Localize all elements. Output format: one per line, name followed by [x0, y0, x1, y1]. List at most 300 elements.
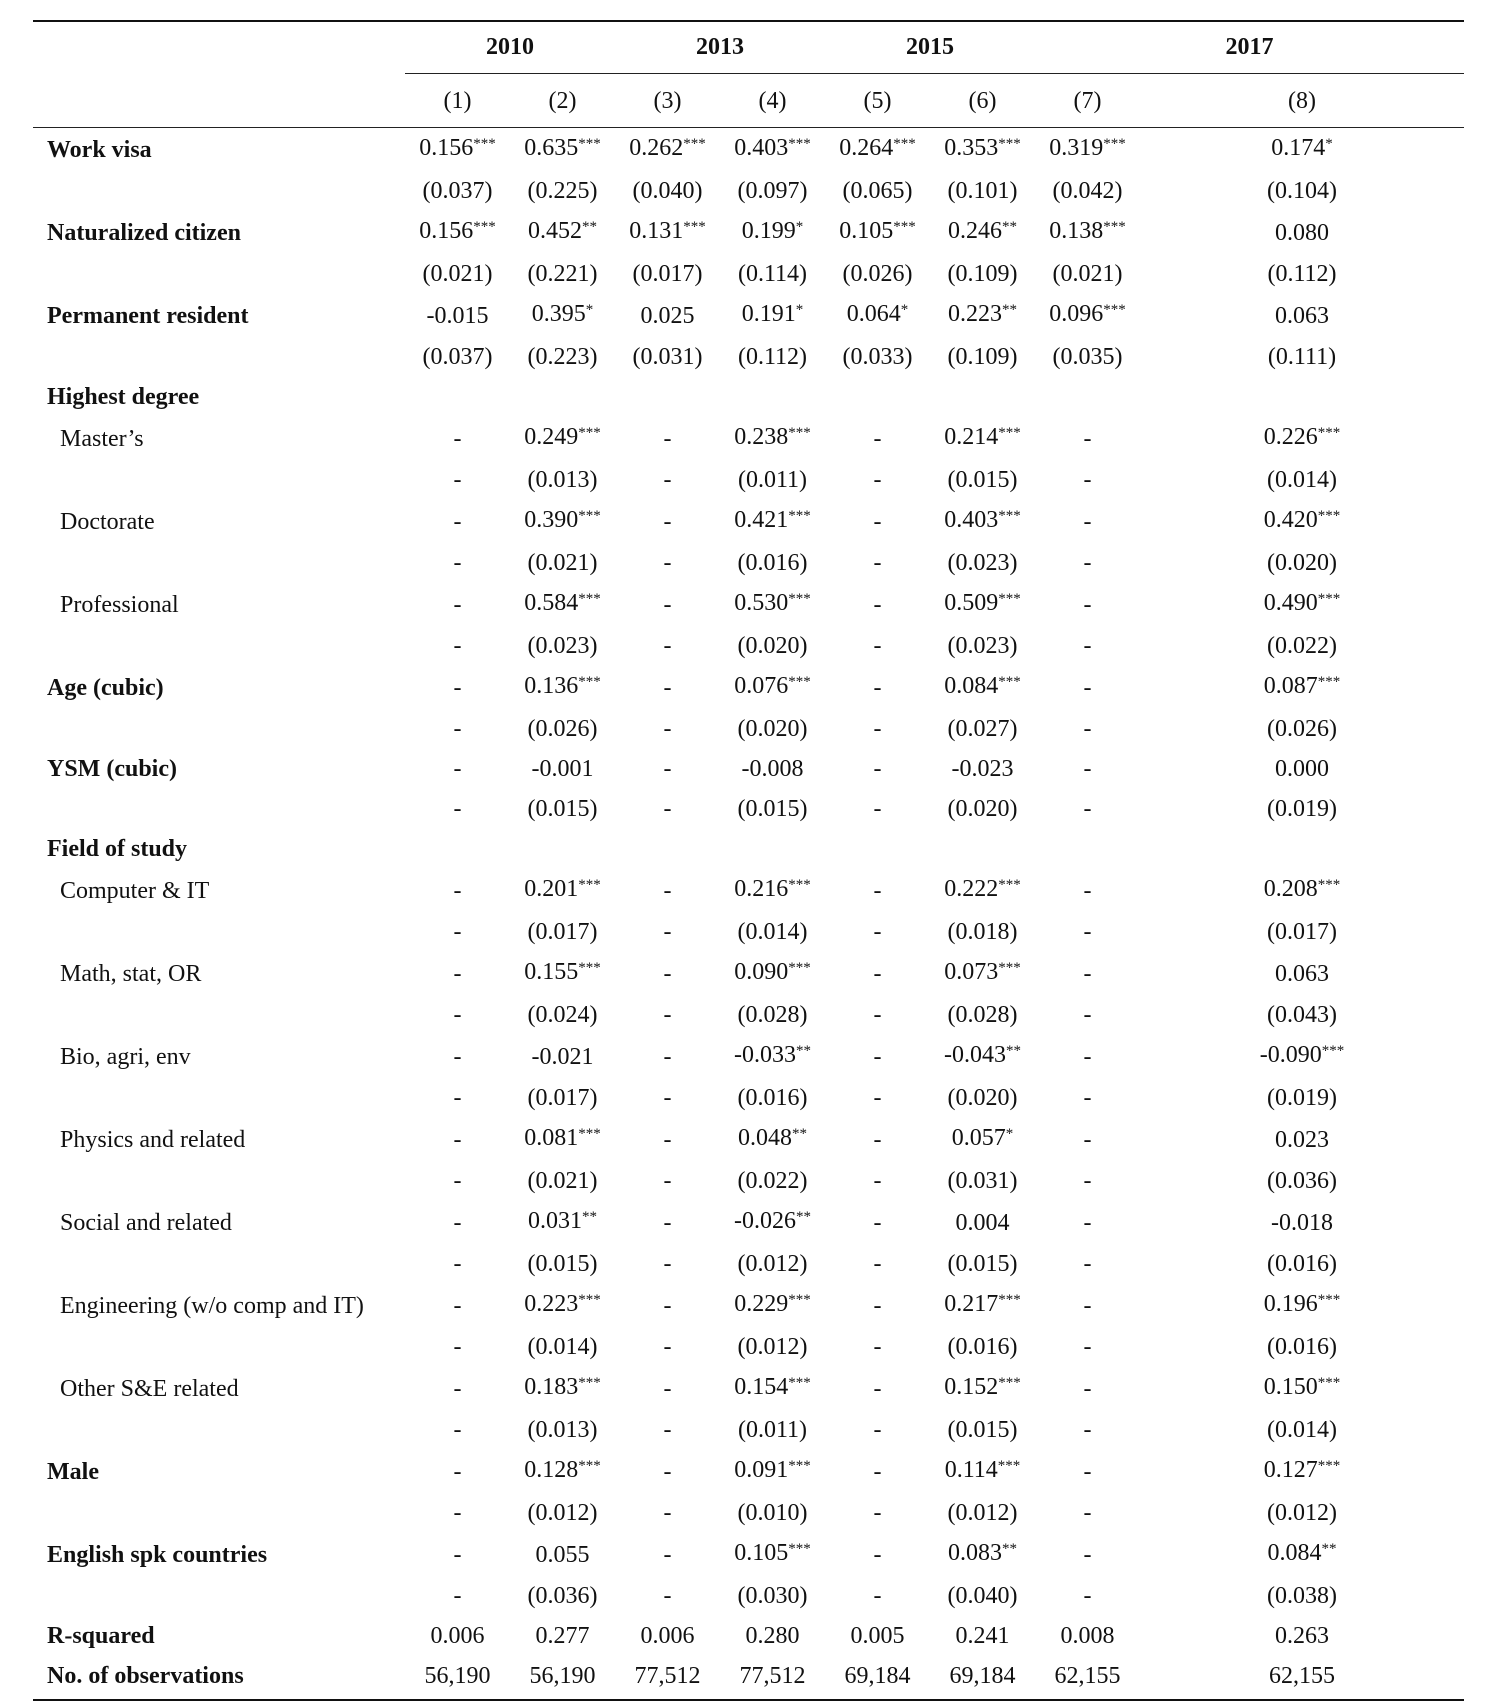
table-cell: -: [453, 1500, 462, 1526]
significance-stars: **: [1002, 219, 1017, 235]
significance-stars: ***: [788, 425, 811, 441]
table-cell: -: [873, 1251, 882, 1277]
row-label: Computer & IT: [60, 877, 210, 904]
table-cell: -: [663, 674, 672, 701]
table-cell: -: [1083, 1334, 1092, 1360]
significance-stars: **: [796, 1209, 811, 1225]
table-cell: (0.036): [1267, 1168, 1337, 1194]
table-row: [33, 1367, 1464, 1410]
table-cell: -: [1083, 467, 1092, 493]
row-label: Math, stat, OR: [60, 960, 202, 987]
table-cell: (0.015): [947, 1417, 1018, 1443]
table-cell: -: [453, 1209, 462, 1236]
table-cell: (0.101): [947, 178, 1018, 204]
table-row: [33, 211, 1464, 254]
table-row: [33, 1656, 1464, 1696]
table-cell: -: [663, 550, 672, 576]
significance-stars: *: [795, 302, 804, 318]
table-cell: (0.112): [737, 344, 808, 370]
table-cell: -0.090***: [1259, 1042, 1345, 1068]
table-cell: -: [663, 1583, 672, 1609]
table-cell: -: [453, 1251, 462, 1277]
table-cell: (0.010): [737, 1500, 808, 1526]
row-label: Other S&E related: [60, 1375, 239, 1402]
table-cell: -0.018: [1271, 1209, 1333, 1236]
table-cell: -: [663, 1126, 672, 1153]
table-row: [33, 952, 1464, 995]
table-cell: [510, 829, 615, 869]
table-cell: 0.025: [640, 302, 695, 329]
significance-stars: ***: [998, 136, 1021, 152]
table-cell: -: [1083, 1375, 1092, 1402]
row-label: English spk countries: [47, 1541, 268, 1568]
significance-stars: ***: [473, 136, 496, 152]
table-cell: (0.014): [1267, 467, 1337, 493]
significance-stars: ***: [1317, 1375, 1341, 1391]
table-cell: [1140, 829, 1464, 869]
row-label: Physics and related: [60, 1126, 246, 1153]
row-label: Bio, agri, env: [60, 1043, 191, 1070]
significance-stars: ***: [578, 425, 601, 441]
table-cell: [930, 829, 1035, 869]
table-row: [33, 709, 1464, 749]
table-cell: 0.222***: [944, 876, 1021, 902]
column-number: (7): [1035, 74, 1140, 128]
table-cell: 0.000: [1275, 756, 1329, 782]
table-cell: 0.196***: [1263, 1291, 1341, 1317]
row-label: Male: [47, 1458, 99, 1485]
table-cell: -: [453, 1168, 462, 1194]
significance-stars: ***: [1103, 302, 1126, 318]
table-cell: -: [1083, 1043, 1092, 1070]
table-cell: 0.214***: [944, 424, 1021, 450]
table-cell: [1035, 829, 1140, 869]
table-cell: (0.030): [737, 1583, 808, 1609]
table-cell: [405, 829, 510, 869]
table-row: [33, 1078, 1464, 1118]
significance-stars: ***: [788, 960, 811, 976]
table-cell: (0.026): [527, 716, 598, 742]
table-cell: -: [873, 756, 882, 782]
table-cell: -0.008: [741, 756, 804, 782]
table-cell: 62,155: [1054, 1663, 1121, 1689]
table-cell: -: [663, 1002, 672, 1028]
table-cell: (0.043): [1267, 1002, 1337, 1028]
table-cell: 0.150***: [1263, 1374, 1341, 1400]
row-label: No. of observations: [47, 1663, 244, 1689]
significance-stars: **: [582, 219, 597, 235]
significance-stars: ***: [1317, 1292, 1341, 1308]
significance-stars: **: [582, 1209, 597, 1225]
significance-stars: ***: [1317, 1458, 1341, 1474]
table-cell: 0.264***: [839, 135, 916, 161]
year-header-2015: 2015: [825, 20, 1035, 74]
table-cell: 0.420***: [1263, 507, 1341, 533]
table-cell: 0.083**: [948, 1540, 1017, 1566]
table-cell: 69,184: [949, 1663, 1016, 1689]
row-label: [33, 995, 405, 1035]
significance-stars: ***: [788, 674, 811, 690]
row-label: [33, 789, 405, 829]
table-cell: -: [1083, 425, 1092, 452]
table-cell: [720, 829, 825, 869]
significance-stars: **: [1002, 1541, 1017, 1557]
significance-stars: ***: [473, 219, 496, 235]
table-cell: -: [453, 877, 462, 904]
significance-stars: ***: [1103, 136, 1126, 152]
table-cell: (0.017): [527, 919, 598, 945]
row-label: [33, 709, 405, 749]
table-cell: -: [1083, 508, 1092, 535]
table-cell: 0.403***: [734, 135, 811, 161]
table-cell: -: [873, 1168, 882, 1194]
table-cell: -: [663, 425, 672, 452]
table-cell: 0.216***: [734, 876, 811, 902]
table-cell: -0.023: [951, 756, 1014, 782]
header-corner: [33, 20, 405, 74]
table-cell: (0.016): [737, 1085, 808, 1111]
table-cell: -: [663, 467, 672, 493]
table-cell: (0.011): [737, 1417, 808, 1443]
table-cell: 0.090***: [734, 959, 811, 985]
table-cell: 56,190: [424, 1663, 491, 1689]
table-cell: [1140, 377, 1464, 417]
table-cell: 0.084**: [1267, 1540, 1337, 1566]
table-cell: -: [1083, 1085, 1092, 1111]
table-cell: -: [1083, 1168, 1092, 1194]
table-cell: (0.012): [1267, 1500, 1337, 1526]
table-cell: (0.024): [527, 1002, 598, 1028]
table-row: [33, 1493, 1464, 1533]
table-cell: 0.262***: [629, 135, 706, 161]
table-cell: -: [453, 1085, 462, 1111]
table-cell: 0.073***: [944, 959, 1021, 985]
table-cell: -: [873, 716, 882, 742]
table-cell: -: [453, 1292, 462, 1319]
table-cell: [720, 377, 825, 417]
significance-stars: ***: [1317, 591, 1341, 607]
table-cell: 0.057*: [951, 1125, 1014, 1151]
table-cell: -0.021: [531, 1043, 594, 1070]
table-cell: (0.012): [527, 1500, 598, 1526]
table-cell: -: [1083, 591, 1092, 618]
table-cell: 0.201***: [524, 876, 601, 902]
table-cell: 0.156***: [419, 135, 496, 161]
table-cell: (0.038): [1267, 1583, 1337, 1609]
row-label: [33, 626, 405, 666]
table-cell: (0.042): [1052, 178, 1123, 204]
table-cell: (0.028): [737, 1002, 808, 1028]
table-cell: -: [873, 1209, 882, 1236]
table-cell: 0.353***: [944, 135, 1021, 161]
significance-stars: ***: [788, 1458, 811, 1474]
table-cell: 0.055: [535, 1541, 590, 1568]
table-cell: 0.005: [850, 1623, 905, 1649]
table-cell: (0.026): [1267, 716, 1337, 742]
table-cell: -: [1083, 674, 1092, 701]
table-cell: (0.015): [527, 796, 598, 822]
column-number: (6): [930, 74, 1035, 128]
table-cell: -: [1083, 633, 1092, 659]
row-label: Highest degree: [47, 384, 200, 410]
table-cell: (0.033): [842, 344, 913, 370]
table-cell: 0.584***: [524, 590, 601, 616]
table-cell: (0.031): [947, 1168, 1018, 1194]
table-row: [33, 829, 1464, 869]
significance-stars: *: [1325, 136, 1333, 152]
table-cell: -0.043**: [944, 1042, 1021, 1068]
significance-stars: ***: [998, 674, 1021, 690]
table-row: [33, 995, 1464, 1035]
table-cell: -: [873, 1043, 882, 1070]
table-cell: 69,184: [844, 1663, 911, 1689]
significance-stars: ***: [578, 1126, 601, 1142]
table-cell: 0.136***: [524, 673, 601, 699]
row-label: [33, 254, 405, 294]
table-cell: 77,512: [634, 1663, 701, 1689]
table-row: [33, 1450, 1464, 1493]
table-cell: -: [873, 425, 882, 452]
table-cell: -: [663, 1541, 672, 1568]
table-cell: (0.027): [947, 716, 1018, 742]
table-cell: 0.114***: [944, 1457, 1021, 1483]
row-label: [33, 1410, 405, 1450]
significance-stars: ***: [788, 1375, 811, 1391]
table-cell: -: [1083, 1251, 1092, 1277]
table-cell: -: [873, 877, 882, 904]
year-header-2013: 2013: [615, 20, 825, 74]
table-cell: (0.022): [1267, 633, 1337, 659]
table-cell: -: [1083, 877, 1092, 904]
table-cell: (0.023): [947, 550, 1018, 576]
table-cell: 0.128***: [524, 1457, 601, 1483]
table-cell: -0.026**: [734, 1208, 811, 1234]
table-cell: 0.138***: [1049, 218, 1126, 244]
significance-stars: ***: [1317, 425, 1341, 441]
table-row: [33, 337, 1464, 377]
year-header-2017: 2017: [1035, 20, 1464, 74]
table-cell: -: [663, 591, 672, 618]
table-cell: 0.031**: [528, 1208, 597, 1234]
table-cell: 77,512: [739, 1663, 806, 1689]
row-label: Work visa: [47, 136, 152, 163]
table-cell: (0.021): [1052, 261, 1123, 287]
table-row: [33, 869, 1464, 912]
table-cell: (0.020): [947, 1085, 1018, 1111]
table-cell: (0.040): [947, 1583, 1018, 1609]
table-cell: 56,190: [529, 1663, 596, 1689]
table-cell: 0.241: [955, 1623, 1010, 1649]
significance-stars: ***: [998, 508, 1021, 524]
table-cell: 0.063: [1275, 302, 1329, 329]
table-cell: 0.127***: [1263, 1457, 1341, 1483]
row-label: Field of study: [47, 836, 188, 862]
table-row: [33, 500, 1464, 543]
table-cell: 0.263: [1275, 1623, 1329, 1649]
table-cell: (0.012): [737, 1251, 808, 1277]
table-cell: -: [873, 1583, 882, 1609]
column-number: (5): [825, 74, 930, 128]
table-cell: 0.183***: [524, 1374, 601, 1400]
significance-stars: ***: [1317, 508, 1341, 524]
table-cell: [405, 377, 510, 417]
row-label: Engineering (w/o comp and IT): [60, 1292, 364, 1319]
significance-stars: ***: [998, 960, 1021, 976]
table-cell: -: [1083, 1417, 1092, 1443]
table-cell: (0.109): [947, 261, 1018, 287]
table-row: [33, 1616, 1464, 1656]
table-cell: 0.004: [955, 1209, 1010, 1236]
row-label: [33, 1493, 405, 1533]
table-cell: -: [453, 1375, 462, 1402]
table-cell: 0.154***: [734, 1374, 811, 1400]
row-label: Master’s: [60, 425, 144, 452]
table-cell: -: [1083, 1500, 1092, 1526]
table-cell: -: [663, 756, 672, 782]
table-cell: -: [663, 1043, 672, 1070]
significance-stars: ***: [578, 960, 601, 976]
table-cell: (0.031): [632, 344, 703, 370]
table-cell: -: [453, 716, 462, 742]
table-cell: (0.037): [422, 344, 493, 370]
row-label: Permanent resident: [47, 302, 249, 329]
table-cell: [510, 377, 615, 417]
table-cell: (0.014): [527, 1334, 598, 1360]
table-row: [33, 254, 1464, 294]
table-cell: [930, 377, 1035, 417]
table-cell: 0.006: [640, 1623, 695, 1649]
table-cell: (0.012): [947, 1500, 1018, 1526]
table-cell: -0.033**: [734, 1042, 811, 1068]
row-label: [33, 543, 405, 583]
significance-stars: *: [1005, 1126, 1014, 1142]
table-cell: -: [1083, 550, 1092, 576]
table-cell: -: [453, 1458, 462, 1485]
table-cell: -: [873, 919, 882, 945]
table-cell: (0.021): [527, 550, 598, 576]
table-cell: 0.217***: [944, 1291, 1021, 1317]
table-cell: -: [663, 960, 672, 987]
table-cell: (0.017): [527, 1085, 598, 1111]
table-cell: 0.064*: [846, 301, 909, 327]
table-cell: -: [453, 467, 462, 493]
row-label: [33, 1576, 405, 1616]
table-cell: -: [453, 425, 462, 452]
table-cell: -: [873, 508, 882, 535]
table-cell: 0.063: [1275, 960, 1329, 987]
significance-stars: ***: [788, 877, 811, 893]
table-cell: 0.105***: [839, 218, 916, 244]
significance-stars: ***: [998, 1375, 1021, 1391]
table-cell: (0.014): [1267, 1417, 1337, 1443]
table-cell: (0.225): [527, 178, 598, 204]
table-cell: (0.023): [947, 633, 1018, 659]
table-cell: (0.111): [1267, 344, 1337, 370]
table-row: [33, 543, 1464, 583]
table-cell: (0.026): [842, 261, 913, 287]
row-label: [33, 460, 405, 500]
significance-stars: ***: [788, 591, 811, 607]
table-cell: (0.112): [1267, 261, 1337, 287]
significance-stars: ***: [893, 219, 916, 235]
significance-stars: ***: [998, 591, 1021, 607]
table-row: [33, 789, 1464, 829]
table-cell: -: [873, 1292, 882, 1319]
table-cell: -: [873, 1541, 882, 1568]
column-number: (1): [405, 74, 510, 128]
table-cell: -: [453, 1334, 462, 1360]
table-cell: (0.040): [632, 178, 703, 204]
table-cell: 0.048**: [738, 1125, 807, 1151]
row-label: [33, 1244, 405, 1284]
table-cell: -: [873, 1002, 882, 1028]
table-cell: -: [663, 877, 672, 904]
significance-stars: ***: [788, 1292, 811, 1308]
table-cell: -: [873, 1500, 882, 1526]
significance-stars: ***: [788, 136, 811, 152]
significance-stars: ***: [1317, 674, 1341, 690]
table-cell: -: [663, 796, 672, 822]
table-cell: -0.015: [426, 302, 489, 329]
table-cell: 0.226***: [1263, 424, 1341, 450]
significance-stars: **: [796, 1043, 811, 1059]
table-cell: -: [1083, 1209, 1092, 1236]
table-cell: -: [663, 1085, 672, 1111]
table-cell: 0.395*: [531, 301, 594, 327]
significance-stars: ***: [1103, 219, 1126, 235]
table-cell: 0.452**: [528, 218, 597, 244]
table-cell: (0.016): [1267, 1251, 1337, 1277]
table-cell: -: [663, 1168, 672, 1194]
table-cell: (0.015): [527, 1251, 598, 1277]
table-cell: 0.096***: [1049, 301, 1126, 327]
row-label: Doctorate: [60, 508, 155, 535]
table-cell: 0.246**: [948, 218, 1017, 244]
table-row: [33, 1244, 1464, 1284]
table-row: [33, 171, 1464, 211]
table-row: [33, 417, 1464, 460]
table-cell: -: [453, 1043, 462, 1070]
table-cell: (0.012): [737, 1334, 808, 1360]
table-cell: (0.017): [1267, 919, 1337, 945]
significance-stars: ***: [683, 136, 706, 152]
table-cell: (0.020): [1267, 550, 1337, 576]
significance-stars: ***: [578, 591, 601, 607]
table-cell: (0.016): [947, 1334, 1018, 1360]
table-cell: -: [453, 1002, 462, 1028]
table-cell: -: [873, 1375, 882, 1402]
table-cell: 0.208***: [1263, 876, 1341, 902]
significance-stars: ***: [998, 1292, 1021, 1308]
regression-table: [33, 20, 1464, 1696]
table-cell: 0.635***: [524, 135, 601, 161]
table-cell: (0.065): [842, 178, 913, 204]
row-label: R-squared: [47, 1623, 155, 1649]
table-cell: 0.229***: [734, 1291, 811, 1317]
table-cell: [615, 377, 720, 417]
table-cell: (0.013): [527, 467, 598, 493]
table-cell: (0.097): [737, 178, 808, 204]
table-cell: -: [873, 796, 882, 822]
table-cell: 0.490***: [1263, 590, 1341, 616]
table-cell: 0.223**: [948, 301, 1017, 327]
table-cell: -: [873, 633, 882, 659]
column-number: (2): [510, 74, 615, 128]
table-cell: 0.156***: [419, 218, 496, 244]
table-cell: -: [453, 796, 462, 822]
table-cell: (0.221): [527, 261, 598, 287]
table-row: [33, 1201, 1464, 1244]
